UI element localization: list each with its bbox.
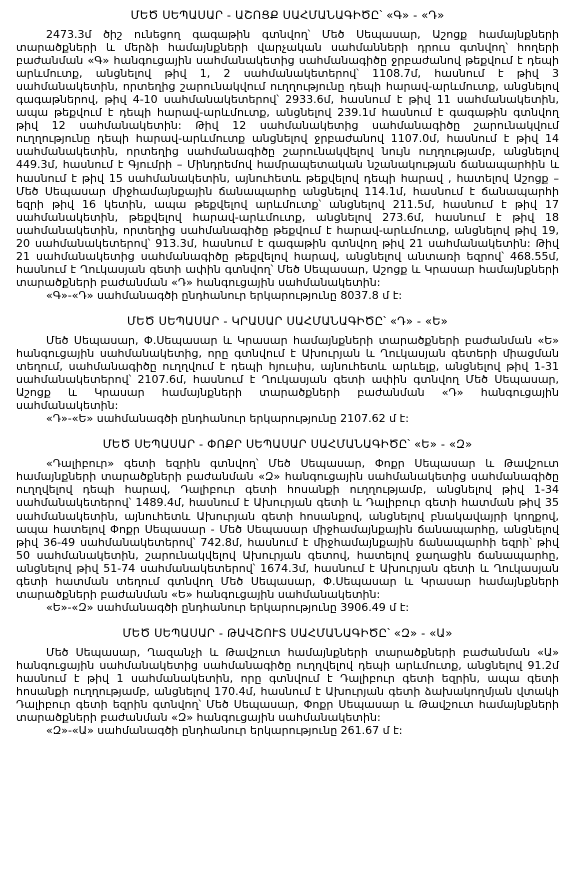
section-total: «Զ»-«Ա» սահմանագծի ընդհանուր երկարությունը 261.67 մ է: [46,724,403,738]
section-z-a [16,626,559,737]
section-body: 2473.3մ ծիշ ունեցող գագաթին գտնվող՝ Մեծ Սեպասար, Աշոցք համայնքների տարածքների և մերձի համայնքների վարչական սահմանների դրուս գտնվող՝ հողերի բաժանման «Գ» հանգուցային սահմանակետից սահմանագիծը ջրբաժանով թեքվում է դեպի արևմուտք, անցնելով թիվ 1, 2 սահմանակետերով՝ 1108.7մ, հասնում է թիվ 3 սահմանակետին, որտեղից շարունակվում ուղղությունը դեպի հարավ-արևմուտք, անցնելով գագաթներով, թիվ 4-10 սահմանակետերով՝ 2933.6մ, հասնում է թիվ 11 սահմանակետին, ապա թեքվում է դեպի հարավ-արևմուտք, անցնելով 239.1մ հասնում է գագաթին գտնվող թիվ 12 սահմանակետին: Թիվ 12 սահմանակետից սահմանագիծը շարունակվում ուղղությունը դեպի հարավ-արևմուտք անցնելով ջրբաժանով 1107.0մ, հասնում է թիվ 14 սահմանակետին, որտեղից սահմանագիծը շարունակվելով նույն ուղղությամբ, անցնելով 449.3մ, հասնում է Գյումրի – Մինդրեմով համրապետական նշանակության ճանապարհին և հասնում է թիվ 15 սահմանակետին, այնուհետև թեքվելով դեպի հարավ , հատելով Աշոցք – Մեծ Սեպասար միջհամայնքային ճանապարհը անցնելով 114.1մ, հասնում է ճանապարհի եզրի թիվ 16 կետին, ապա թեքվելով արևմուտք՝ անցնելով 211.5մ, հասնում է թիվ 17 սահմանակետին, թեքվելով հարավ-արևմուտք, անցնելով 273.6մ, հասնում է թիվ 18 սահմանակետին, որտեղից սահմանագիծը թեքվում է հարավ-արևմուտք, անցնելով թիվ 19, 20 սահմանակետերով՝ 913.3մ, հասնում է գագաթին գտնվող թիվ 21 սահմանակետին: Թիվ 21 սահմանակետից սահմանագիծը թեքվելով հարավ, անցնելով անտառի եզրով՝ 468.55մ, հասնում է Ղուկասյան գետի ափին գտնվող՝ Մեծ Սեպասար, Աշոցք և Կրասար համայնքների տարածքների բաժանման «Դ» հանգուցային սահմանակետին: [16,28,559,289]
section-total: «Դ»-«Ե» սահմանագծի ընդհանուր երկարությունը 2107.62 մ է: [46,412,409,426]
section-heading: ՄԵԾ ՍԵՊԱՍԱՐ - ԹԱՎՇՈՒՏ ՍԱՀՄԱՆԱԳԻԾԸ՝ «Զ» - «Ա» [122,625,453,640]
section-body: Մեծ Սեպասար, Ղազանչի և Թավշուտ համայնքների տարածքների բաժանման «Ա» հանգուցային սահմանակետից սահմանագիծը ուղղվելով դեպի արևմուտք, անցնելով 91.2մ հասնում է թիվ 1 սահմանակետին, որը գտնվում է Դալիբուր գետի եզրին, ապա գետի հոսանքի ուղղությամբ, անցնելով 170.4մ, հասնում է Ախուրյան գետի ձախակողմյան վտակի Դալիբուր գետի եզրին գտնվող՝ Մեծ Սեպասար, Փոքր Սեպասար և Թավշուտ համայնքների տարածքների բաժանման «Զ» հանգուցային սահմանակետին: [16,645,559,725]
section-heading: ՄԵԾ ՍԵՊԱՍԱՐ - ԱՇՈՑՔ ՍԱՀՄԱՆԱԳԻԾԸ՝ «Գ» - «Դ» [130,8,445,22]
section-total: «Գ»-«Դ» սահմանագծի ընդհանուր երկարությունը 8037.8 մ է: [46,288,403,302]
section-total: «Ե»-«Զ» սահմանագծի ընդհանուր երկարությունը 3906.49 մ է: [46,600,410,614]
section-d-e [16,314,559,425]
section-heading: ՄԵԾ ՍԵՊԱՍԱՐ - ՓՈՔՐ ՍԵՊԱՍԱՐ ՍԱՀՄԱՆԱԳԻԾԸ՝ «Ե» - «Զ» [102,437,473,452]
section-body: «Դալիբուր» գետի եզրին գտնվող՝ Մեծ Սեպասար, Փոքր Սեպասար և Թավշուտ համայնքների տարածքների բաժանման «Զ» հանգուցային սահմանակետից սահմանագիծը ուղղվելով դեպի հարավ, Դալիբուր գետի հոսանքի ուղղությամբ, անցնելով թիվ 1-34 սահմանակետերով՝ 1489.4մ, հասնում է Ախուրյան գետի և Դալիբուր գետի հատման թիվ 35 սահմանակետին, այնուհետև Ախուրյան գետի հոսանքով, անցնելով բնակավայրի կողքով, ապա հատելով Փոքր Սեպասար - Մեծ Սեպասար միջհամայնքային ճանապարհը, անցնելով թիվ 36-49 սահմանակետերով՝ 742.8մ, հասնում է միջհամայնքային ճանապարհի եզրի՝ թիվ 50 սահմանակետին, շարունակվելով Ախուրյան գետով, հատելով ջաղացին ճանապարհը, անցնելով թիվ 51-74 սահմանակետերով՝ 1674.3մ, հասնում է Ախուրյան գետի և Ղուկասյան գետի հատման տեղում գտնվող Մեծ Սեպասար, Փ.Սեպասար և Կրասար համայնքների տարածքների բաժանման «Ե» հանգուցային սահմանակետին: [16,457,559,601]
section-e-z [16,437,559,614]
section-body: Մեծ Սեպասար, Փ.Սեպասար և Կրասար համայնքների տարածքների բաժանման «Ե» հանգուցային սահմանակետից, որը գտնվում է Ախուրյան և Ղուկասյան գետերի միացման տեղում, սահմանագիծը ուղղվում է դեպի հյուսիս, այնուհետև արևելք, անցնելով թիվ 1-31 սահմանակետերով՝ 2107.6մ, հասնում է Ղուկասյան գետի ափին գտնվող Մեծ Սեպասար, Աշոցք և Կրասար համայնքների տարածքների բաժանման «Դ» հանգուցային սահմանակետին: [16,333,559,413]
section-heading: ՄԵԾ ՍԵՊԱՍԱՐ - ԿՐԱՍԱՐ ՍԱՀՄԱՆԱԳԻԾԸ՝ «Դ» - «Ե» [127,313,448,328]
section-g-d [16,8,559,302]
